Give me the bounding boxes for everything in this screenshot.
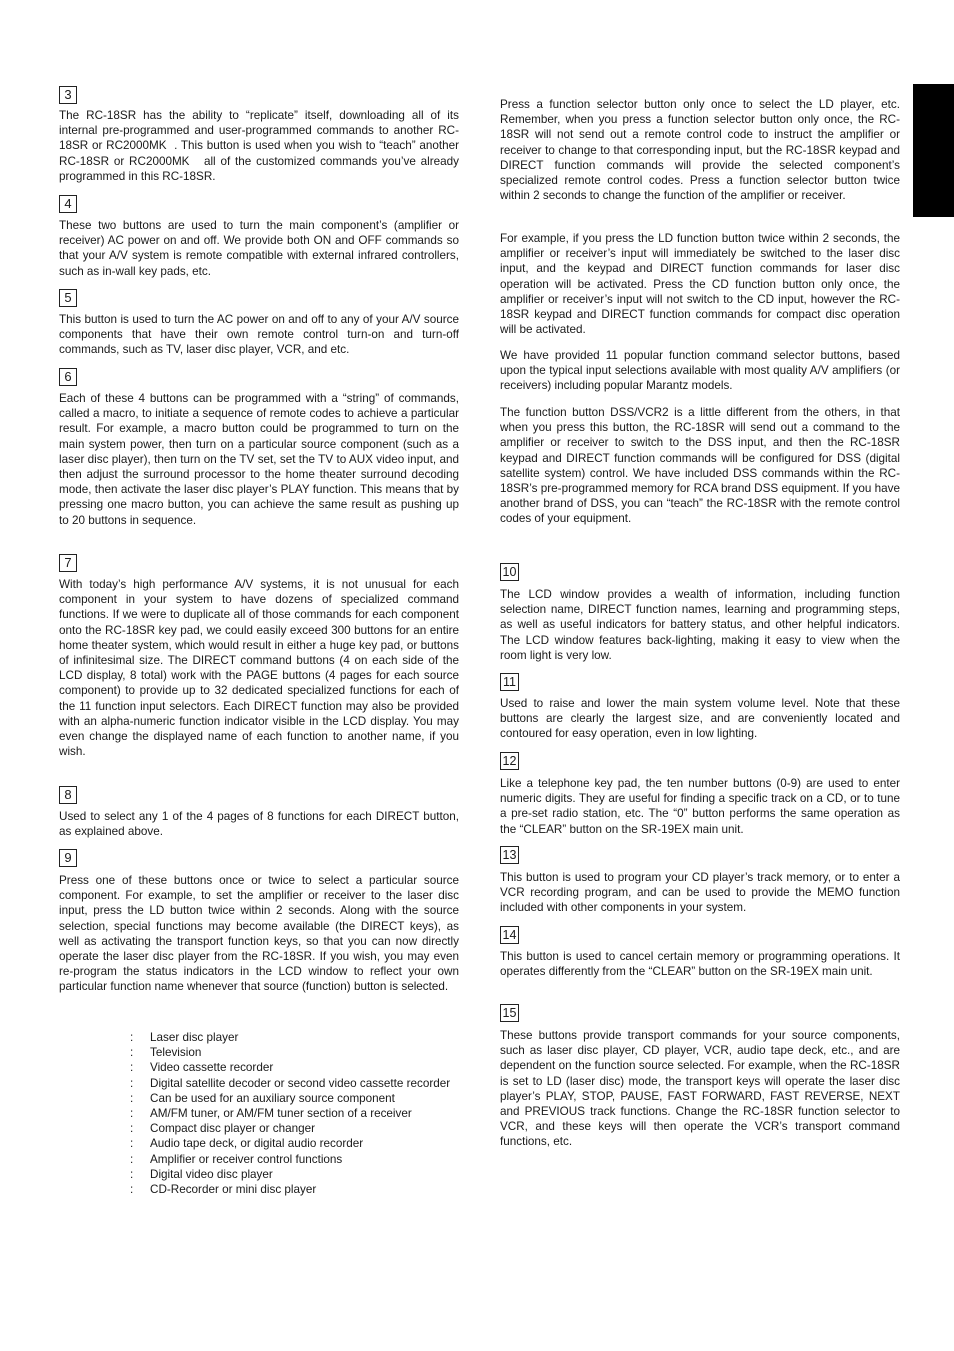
list-item: : Video cassette recorder [130, 1061, 274, 1075]
page-edge-tab [913, 84, 954, 217]
section-14-text: This button is used to cancel certain memory or programming operations. It operates differently from the “CLEAR” button on the SR-19EX main unit. [500, 950, 900, 979]
list-item: : Laser disc player [130, 1031, 239, 1044]
section-12-text: Like a telephone key pad, the ten number buttons (0-9) are used to enter numeric digits. They are useful for finding a specific track on a CD, or to tune a pre-set radio station, etc. The “0” button performs the same operation as the “CLEAR” button on the SR-19EX main unit. [500, 777, 900, 836]
section-number-9: 9 [59, 849, 77, 867]
section-number-13: 13 [500, 846, 519, 864]
section-number-10: 10 [500, 563, 519, 581]
list-item: : Digital satellite decoder or second video cassette recorder [130, 1076, 451, 1090]
section-number-6: 6 [59, 368, 77, 386]
section-number-12: 12 [500, 752, 519, 770]
function-selector-note: Press a function selector button only once to select the LD player, etc. Remember, when you press a function selector button only once, the RC-18SR will not send out a remote control code to instruct the amplifier or receiver to change to that corresponding input, but the RC-18SR keypad and DIRECT function commands will provide the selected component’s specialized remote control codes. Press a function selector button twice within 2 seconds to change the function of the amplifier or receiver. [500, 98, 900, 203]
list-item: : Amplifier or receiver control functions [130, 1152, 343, 1166]
list-item: : CD-Recorder or mini disc player [130, 1183, 317, 1197]
section-number-5: 5 [59, 289, 77, 307]
section-10-text: The LCD window provides a wealth of information, including function selection name, DIRECT function names, learning and programming steps, as well as useful indicators for battery status, and other helpful indicators. The LCD window features back-lighting, making it easy to view when the room light is very low. [500, 588, 900, 662]
list-item: : Digital video disc player [130, 1167, 273, 1181]
section-15-text: These buttons provide transport commands for your source components, such as laser disc player, CD player, VCR, audio tape deck, etc., and are dependent on the function source selected. For example, when the RC-18SR is set to LD (laser disc) mode, the transport keys will operate the laser disc player’s PLAY, STOP, PAUSE, FAST FORWARD, FAST REVERSE, NEXT and PREVIOUS track functions. Change the RC-18SR function selector to VCR, and these keys will then operate the VCR’s transport command functions, etc. [500, 1029, 900, 1149]
list-item: : Compact disc player or changer [130, 1122, 316, 1136]
section-6-text: Each of these 4 buttons can be programmed with a “string” of commands, called a macro, to initiate a sequence of remote codes to achieve a particular result. For example, a macro button could be programmed to turn on the main system power, then turn on a particular source component (such as a laser disc player), then turn on the TV set, set the TV to AUX video input, and then adjust the surround processor to the home theater surround decoding mode, then activate the laser disc player’s PLAY function. This means that by pressing one macro button, you can achieve the same result as pushing up to 20 buttons in sequence. [59, 392, 459, 527]
dss-vcr2-text: The function button DSS/VCR2 is a little different from the others, in that when you press this button, the RC-18SR will send out a command to the amplifier or receiver to switch to the DSS input, and then the RC-18SR keypad and DIRECT function commands will be configured for DSS (digital satellite system) control. We have included DSS commands within the RC-18SR’s pre-programmed memory for RCA brand DSS equipment. If you have another brand of DSS, you can “teach” the RC-18SR with the remote control codes of your equipment. [500, 406, 900, 526]
section-9-text: Press one of these buttons once or twice to select a particular source component. For example, to set the amplifier or receiver to the laser disc input, press the LD button twice within 2 seconds. Along with the source selection, special functions may become available (the DIRECT keys), as well as activating the transport function keys, so that you can now directly operate the laser disc player from the RC-18SR. If you wish, you may even re-program the status indicators in the LCD window to reflect your own particular function name whenever that source (function) button is selected. [59, 874, 459, 994]
list-item: : AM/FM tuner, or AM/FM tuner section of a receiver [130, 1107, 412, 1121]
list-item: : Can be used for an auxiliary source component [130, 1091, 395, 1105]
section-3-text: The RC-18SR has the ability to “replicate” itself, downloading all of its internal pre-programmed and user-programmed commands to another RC-18SR or RC2000MK . This button is used when you wish to “teach” another RC-18SR or RC2000MK all of the customized commands you’ve already programmed in this RC-18SR. [59, 109, 459, 183]
ld-example-text: For example, if you press the LD function button twice within 2 seconds, the amplifier or receiver’s input will immediately be switched to the laser disc input, and the keypad and DIRECT function commands for laser disc operation will be activated. Press the CD function button only once, the amplifier or receiver’s input will not switch to the CD input, however the RC-18SR keypad and DIRECT function commands for compact disc operation will be activated. [500, 232, 900, 337]
section-11-text: Used to raise and lower the main system volume level. Note that these buttons are clearly the largest size, and are conveniently located and contoured for easy operation, even in low lighting. [500, 697, 900, 741]
section-number-7: 7 [59, 554, 77, 572]
section-8-text: Used to select any 1 of the 4 pages of 8 functions for each DIRECT button, as explained above. [59, 810, 459, 839]
section-number-3: 3 [59, 86, 77, 104]
section-number-4: 4 [59, 195, 77, 213]
section-number-15: 15 [500, 1004, 519, 1022]
section-5-text: This button is used to turn the AC power on and off to any of your A/V source components that have their own remote control turn-on and turn-off commands, such as TV, laser disc player, VCR, and etc. [59, 313, 459, 357]
section-13-text: This button is used to program your CD player’s track memory, or to enter a VCR recording program, and can be used to provide the MEMO function included with other components in your system. [500, 871, 900, 915]
function-buttons-text: We have provided 11 popular function command selector buttons, based upon the typical input selections available with most quality A/V amplifiers (or receivers) including popular Marantz models. [500, 349, 900, 393]
section-number-11: 11 [500, 673, 519, 691]
section-7-text: With today’s high performance A/V systems, it is not unusual for each component in your system to have dozens of specialized command functions. If we were to duplicate all of those commands for each component onto the RC-18SR key pad, we could easily exceed 300 buttons for an entire home theater system, which would result in either a huge key pad, or buttons of infinitesimal size. The DIRECT command buttons (4 on each side of the LCD display, 8 total) work with the PAGE buttons (4 pages for each source component) to provide up to 32 dedicated specialized functions for each of the 11 function input selectors. Each DIRECT function may also be provided with an alpha-numeric function indicator visible in the LCD display. You may even change the displayed name of each function to another name, if you wish. [59, 578, 459, 759]
list-item: : Television [130, 1046, 202, 1060]
list-item: : Audio tape deck, or digital audio recorder [130, 1137, 364, 1151]
function-list [130, 1030, 460, 1197]
section-4-text: These two buttons are used to turn the main component’s (amplifier or receiver) AC power on and off. We provide both ON and OFF commands so that your A/V system is remote compatible with external infrared controllers, such as in-wall key pads, etc. [59, 219, 459, 278]
section-number-14: 14 [500, 926, 519, 944]
section-number-8: 8 [59, 786, 77, 804]
